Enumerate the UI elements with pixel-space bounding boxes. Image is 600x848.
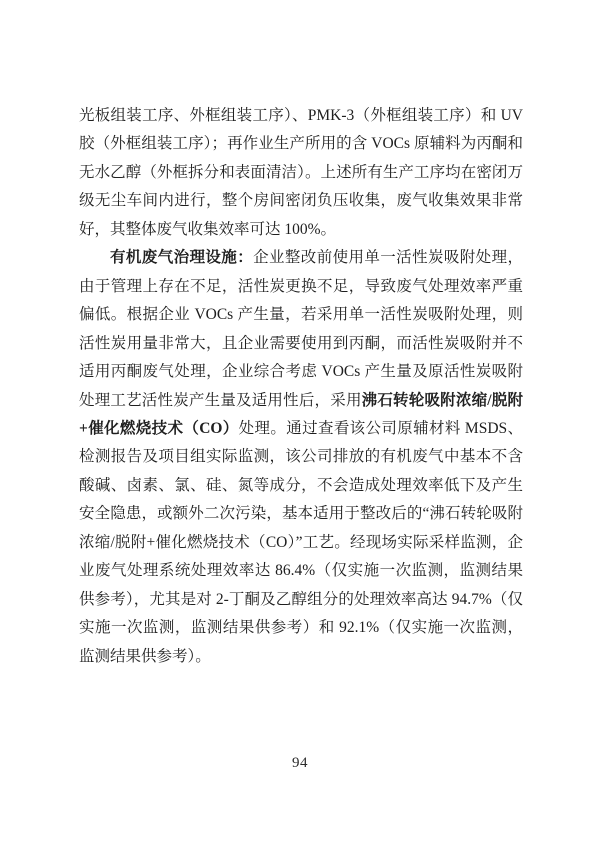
bold-text-run: 沸石转轮吸附浓缩/脱附+催化燃烧技术（CO） xyxy=(79,391,523,437)
paragraph xyxy=(79,244,523,671)
body-text xyxy=(79,102,523,671)
bold-text-run: 有机废气治理设施： xyxy=(110,249,254,267)
text-run: 处理。通过查看该公司原辅材料 MSDS、检测报告及项目组实际监测，该公司排放的有机废气中基本不含酸碱、卤素、氯、硅、氮等成分，不会造成处理效率低下及产生安全隐患，或额外二次污染，基本适用于整改后的“沸石转轮吸附浓缩/脱附+催化燃烧技术（CO）”工艺。经现场实际采样监测，企业废气处理系统处理效率达 86.4%（仅实施一次监测，监测结果供参考），尤其是对 2-丁酮及乙醇组分的处理效率高达 94.7%（仅实施一次监测，监测结果供参考）和 92.1%（仅实施一次监测，监测结果供参考）。 xyxy=(79,419,523,665)
paragraph xyxy=(79,102,523,244)
page-number: 94 xyxy=(292,755,308,771)
text-run: 企业整改前使用单一活性炭吸附处理，由于管理上存在不足，活性炭更换不足，导致废气处理效率严重偏低。根据企业 VOCs 产生量，若采用单一活性炭吸附处理，则活性炭用量非常大，且企业需要使用到丙酮，而活性炭吸附并不适用丙酮废气处理，企业综合考虑 VOCs 产生量及原活性炭吸附处理工艺活性炭产生量及适用性后，采用 xyxy=(79,249,523,409)
text-run: 光板组装工序、外框组装工序）、PMK-3（外框组装工序）和 UV 胶（外框组装工序）；再作业生产所用的含 VOCs 原辅料为丙酮和无水乙醇（外框拆分和表面清洁）。上述所有生产工序均在密闭万级无尘车间内进行，整个房间密闭负压收集，废气收集效果非常好，其整体废气收集效率可达 100%。 xyxy=(79,107,523,238)
